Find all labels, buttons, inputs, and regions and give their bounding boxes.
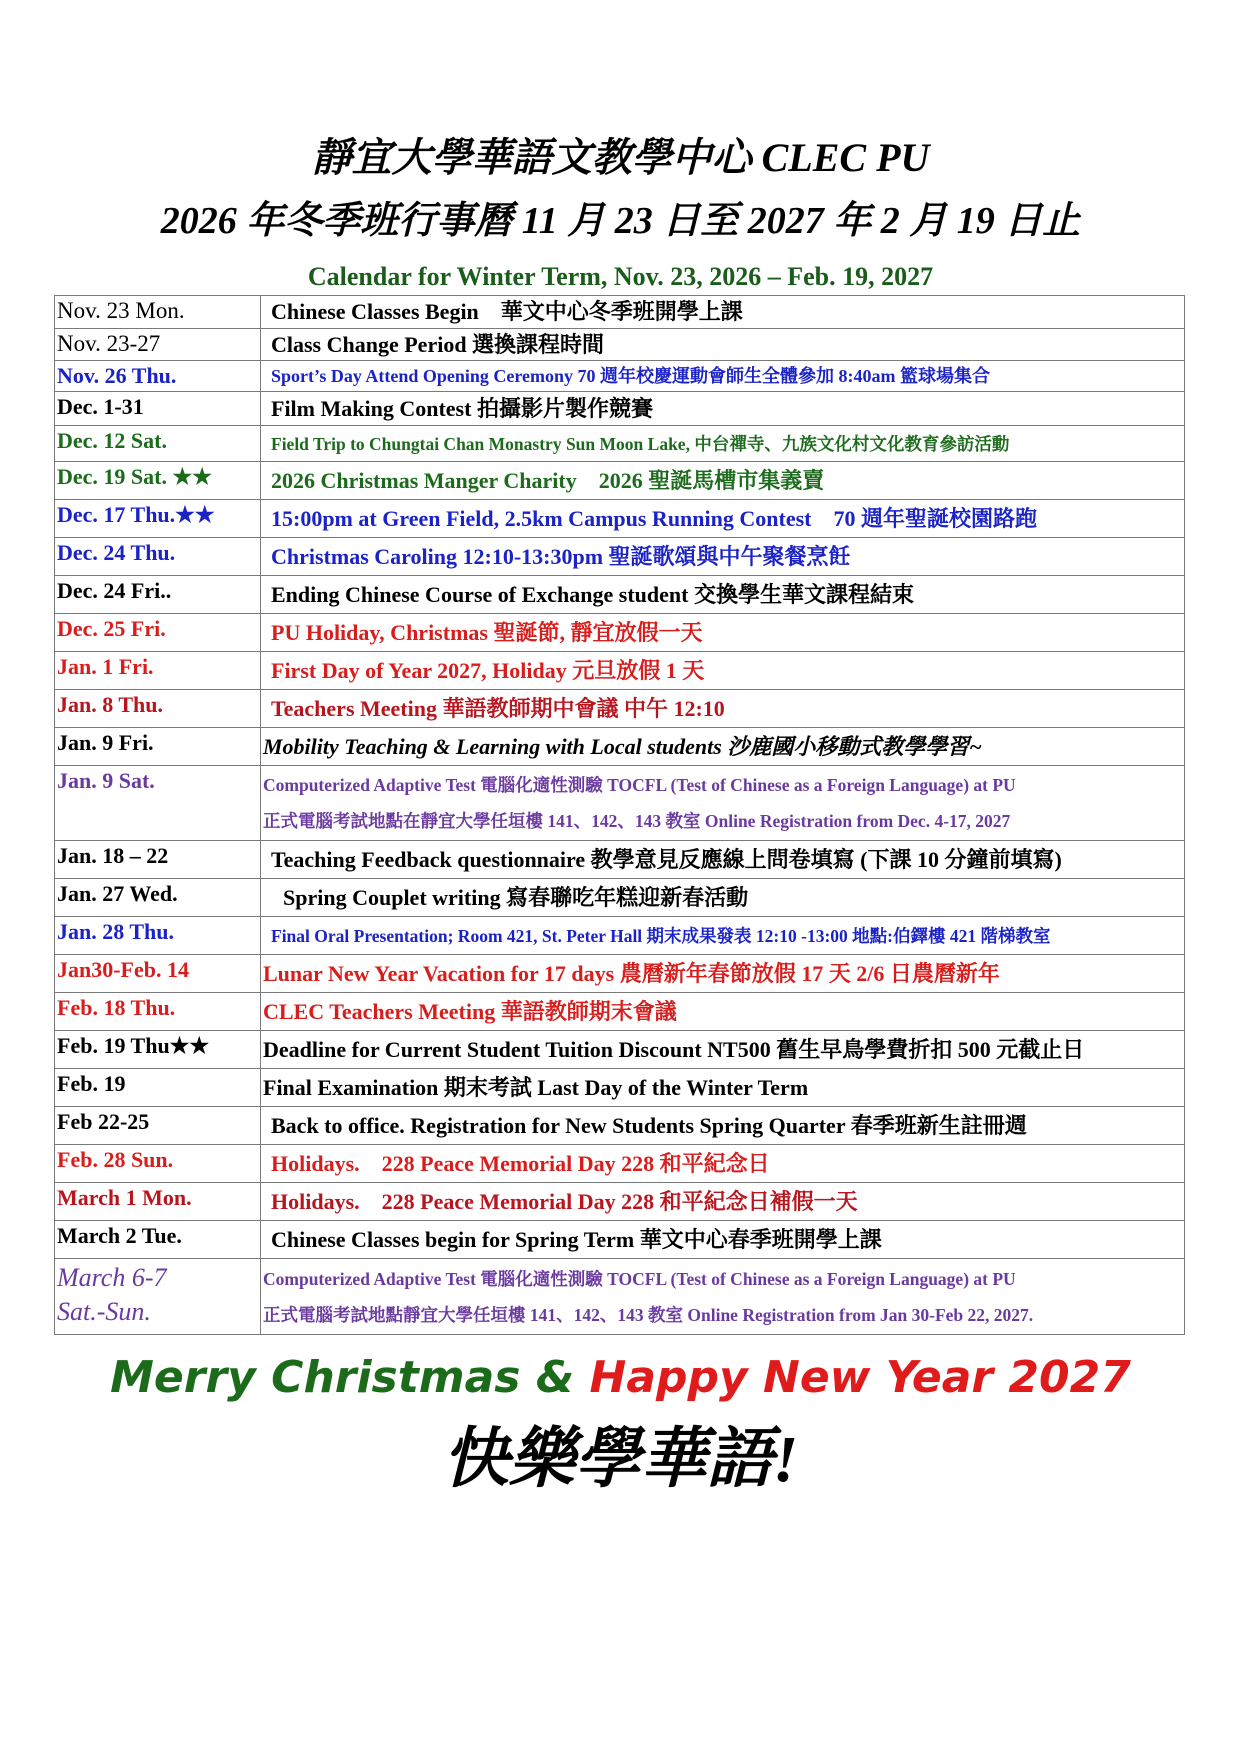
event-date: Jan. 28 Thu.	[55, 917, 261, 955]
event-date: March 1 Mon.	[55, 1183, 261, 1221]
table-row	[55, 538, 1185, 576]
event-date: Jan. 9 Sat.	[55, 766, 261, 841]
event-description: Film Making Contest 拍攝影片製作競賽	[261, 392, 1185, 426]
event-description: Final Oral Presentation; Room 421, St. Peter Hall 期末成果發表 12:10 -13:00 地點:伯鐸樓 421 階梯教室	[261, 917, 1185, 955]
table-row	[55, 652, 1185, 690]
event-description: Lunar New Year Vacation for 17 days 農曆新年春節放假 17 天 2/6 日農曆新年	[261, 955, 1185, 993]
event-description	[261, 766, 1185, 841]
event-date: Feb 22-25	[55, 1107, 261, 1145]
event-description: Mobility Teaching & Learning with Local students 沙鹿國小移動式教學學習~	[261, 728, 1185, 766]
table-row	[55, 766, 1185, 841]
event-date-line2: Sat.-Sun.	[57, 1297, 151, 1326]
table-row	[55, 296, 1185, 329]
holiday-greeting	[0, 1350, 1241, 1406]
event-description: Ending Chinese Course of Exchange student 交換學生華文課程結束	[261, 576, 1185, 614]
event-description: Final Examination 期末考試 Last Day of the Winter Term	[261, 1069, 1185, 1107]
event-description: Christmas Caroling 12:10-13:30pm 聖誕歌頌與中午聚餐烹飪	[261, 538, 1185, 576]
event-description: Holidays. 228 Peace Memorial Day 228 和平紀念日	[261, 1145, 1185, 1183]
event-description: Chinese Classes Begin 華文中心冬季班開學上課	[261, 296, 1185, 329]
event-date: Dec. 25 Fri.	[55, 614, 261, 652]
event-description: PU Holiday, Christmas 聖誕節, 靜宜放假一天	[261, 614, 1185, 652]
table-row	[55, 1031, 1185, 1069]
table-row	[55, 690, 1185, 728]
table-row	[55, 1221, 1185, 1259]
event-date: Nov. 23 Mon.	[55, 296, 261, 329]
event-description-line1: Computerized Adaptive Test 電腦化適性測驗 TOCFL (Test of Chinese as a Foreign Language) at PU	[263, 1268, 1016, 1289]
table-row	[55, 1069, 1185, 1107]
table-row	[55, 576, 1185, 614]
event-date: Nov. 23-27	[55, 329, 261, 361]
event-description: Teachers Meeting 華語教師期中會議 中午 12:10	[261, 690, 1185, 728]
event-description: 2026 Christmas Manger Charity 2026 聖誕馬槽市集義賣	[261, 462, 1185, 500]
event-description: Teaching Feedback questionnaire 教學意見反應線上問卷填寫 (下課 10 分鐘前填寫)	[261, 841, 1185, 879]
event-description: First Day of Year 2027, Holiday 元旦放假 1 天	[261, 652, 1185, 690]
event-date: Dec. 17 Thu.★★	[55, 500, 261, 538]
merry-christmas-text: Merry Christmas &	[110, 1352, 590, 1403]
table-row	[55, 614, 1185, 652]
page-title: 靜宜大學華語文教學中心 CLEC PU	[311, 135, 930, 180]
event-description: Spring Couplet writing 寫春聯吃年糕迎新春活動	[261, 879, 1185, 917]
term-date-range-title: 2026 年冬季班行事曆 11 月 23 日至 2027 年 2 月 19 日止	[160, 200, 1081, 242]
event-description: CLEC Teachers Meeting 華語教師期末會議	[261, 993, 1185, 1031]
slogan: 快樂學華語!	[442, 1423, 799, 1496]
event-date: Feb. 28 Sun.	[55, 1145, 261, 1183]
event-date: Feb. 19	[55, 1069, 261, 1107]
event-date	[55, 1259, 261, 1335]
table-row	[55, 500, 1185, 538]
table-row	[55, 1107, 1185, 1145]
table-row	[55, 879, 1185, 917]
event-description: Field Trip to Chungtai Chan Monastry Sun Moon Lake, 中台禪寺、九族文化村文化教育參訪活動	[261, 426, 1185, 462]
event-date: March 2 Tue.	[55, 1221, 261, 1259]
event-date: Jan. 27 Wed.	[55, 879, 261, 917]
table-row	[55, 361, 1185, 392]
events-table	[54, 295, 1185, 1335]
event-description: Sport’s Day Attend Opening Ceremony 70 週年校慶運動會師生全體參加 8:40am 籃球場集合	[261, 361, 1185, 392]
event-description: Class Change Period 選換課程時間	[261, 329, 1185, 361]
event-date: Dec. 24 Thu.	[55, 538, 261, 576]
event-date: Dec. 12 Sat.	[55, 426, 261, 462]
event-date: Jan. 8 Thu.	[55, 690, 261, 728]
event-description: Back to office. Registration for New Students Spring Quarter 春季班新生註冊週	[261, 1107, 1185, 1145]
event-description-line2: 正式電腦考試地點在靜宜大學任垣樓 141、142、143 教室 Online Registration from Dec. 4-17, 2027	[263, 811, 1011, 831]
event-description	[261, 1259, 1185, 1335]
table-row	[55, 392, 1185, 426]
event-description: Deadline for Current Student Tuition Discount NT500 舊生早鳥學費折扣 500 元截止日	[261, 1031, 1185, 1069]
event-date-line1: March 6-7	[57, 1263, 167, 1292]
event-description: 15:00pm at Green Field, 2.5km Campus Running Contest 70 週年聖誕校園路跑	[261, 500, 1185, 538]
table-row	[55, 426, 1185, 462]
table-row	[55, 1259, 1185, 1335]
event-description-line1: Computerized Adaptive Test 電腦化適性測驗 TOCFL (Test of Chinese as a Foreign Language) at PU	[263, 775, 1016, 795]
table-row	[55, 993, 1185, 1031]
happy-new-year-text: Happy New Year 2027	[589, 1352, 1131, 1403]
event-description: Holidays. 228 Peace Memorial Day 228 和平紀念日補假一天	[261, 1183, 1185, 1221]
event-description-line2: 正式電腦考試地點靜宜大學任垣樓 141、142、143 教室 Online Registration from Jan 30-Feb 22, 2027.	[263, 1304, 1034, 1325]
event-date: Nov. 26 Thu.	[55, 361, 261, 392]
event-description: Chinese Classes begin for Spring Term 華文中心春季班開學上課	[261, 1221, 1185, 1259]
table-row	[55, 917, 1185, 955]
event-date: Dec. 1-31	[55, 392, 261, 426]
table-row	[55, 841, 1185, 879]
table-row	[55, 955, 1185, 993]
table-row	[55, 329, 1185, 361]
table-row	[55, 728, 1185, 766]
event-date: Feb. 19 Thu★★	[55, 1031, 261, 1069]
event-date: Dec. 19 Sat. ★★	[55, 462, 261, 500]
event-date: Jan. 9 Fri.	[55, 728, 261, 766]
calendar-subtitle: Calendar for Winter Term, Nov. 23, 2026 – Feb. 19, 2027	[307, 262, 934, 291]
table-row	[55, 462, 1185, 500]
table-row	[55, 1183, 1185, 1221]
event-date: Jan30-Feb. 14	[55, 955, 261, 993]
event-date: Jan. 18 – 22	[55, 841, 261, 879]
table-row	[55, 1145, 1185, 1183]
event-date: Jan. 1 Fri.	[55, 652, 261, 690]
event-date: Feb. 18 Thu.	[55, 993, 261, 1031]
event-date: Dec. 24 Fri..	[55, 576, 261, 614]
